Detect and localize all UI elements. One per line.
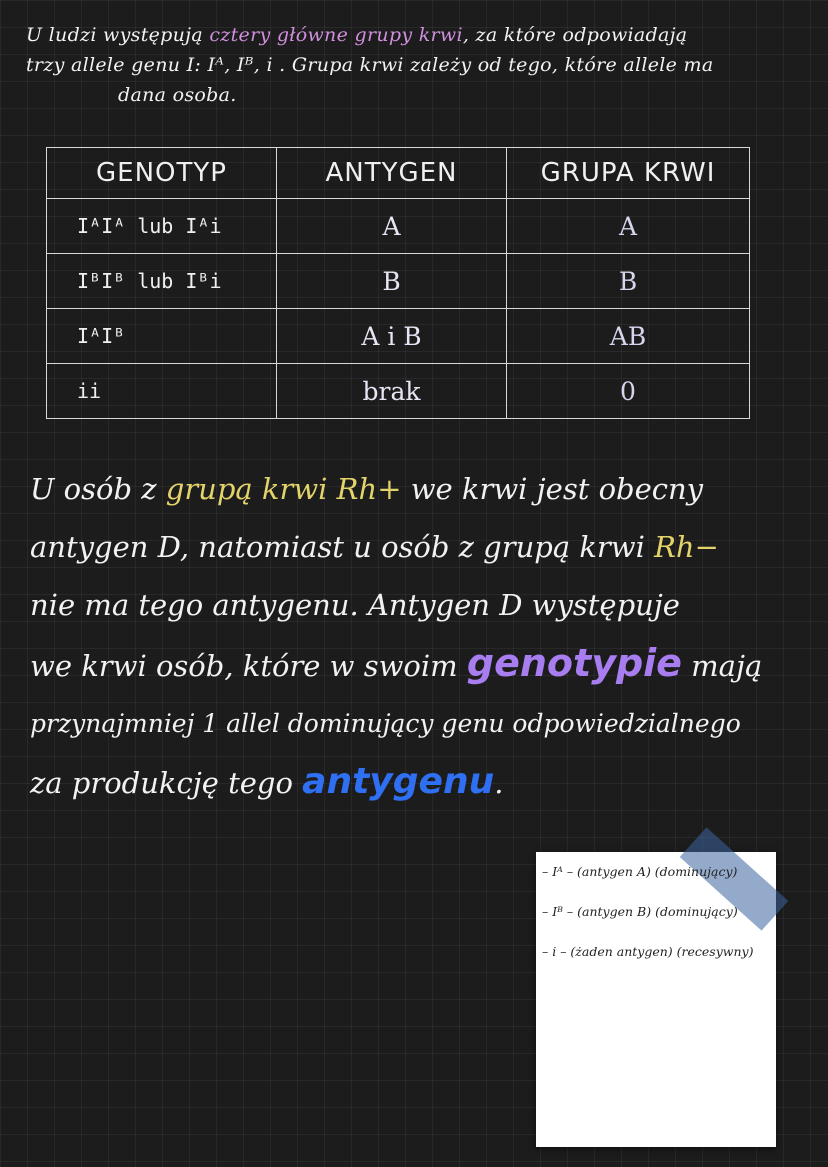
cell-antigen: B (277, 254, 507, 309)
para-line-1 (30, 460, 820, 518)
intro-line-2: trzy allele genu I: Iᴬ, Iᴮ, i . Grupa krwi zależy od tego, które allele ma (26, 54, 714, 76)
cell-genotype: IᴮIᴮ lub Iᴮi (47, 254, 277, 309)
para-l6c: . (494, 766, 504, 800)
para-line-4 (30, 634, 820, 695)
cell-antigen: A (277, 199, 507, 254)
rh-paragraph (30, 460, 820, 812)
cell-group: A (507, 199, 750, 254)
note-line-2: – Iᴮ – (antygen B) (dominujący) (542, 904, 738, 919)
note-line-3: – i – (żaden antygen) (recesywny) (542, 944, 754, 959)
header-antigen: ANTYGEN (277, 148, 507, 199)
genotype-highlight: genotypie (466, 641, 682, 685)
sticky-note (536, 852, 776, 1147)
note-line-1: – Iᴬ – (antygen A) (dominujący) (542, 864, 738, 879)
table-row (47, 254, 750, 309)
cell-genotype: ii (47, 364, 277, 419)
header-genotype: GENOTYP (47, 148, 277, 199)
intro-highlight: cztery główne grupy krwi (209, 24, 463, 46)
table-row (47, 309, 750, 364)
blood-group-table (46, 147, 750, 419)
cell-group: AB (507, 309, 750, 364)
para-l1a: U osób z (30, 472, 166, 506)
cell-genotype: IᴬIᴮ (47, 309, 277, 364)
cell-antigen: A i B (277, 309, 507, 364)
para-line-5: przynajmniej 1 allel dominujący genu odpowiedzialnego (30, 709, 741, 738)
para-l2a: antygen D, natomiast u osób z grupą krwi (30, 530, 655, 564)
para-l1c: we krwi jest obecny (401, 472, 704, 506)
cell-group: B (507, 254, 750, 309)
intro-l1a: U ludzi występują (26, 24, 210, 46)
para-l4a: we krwi osób, które w swoim (30, 649, 467, 683)
rh-minus-highlight: Rh− (654, 530, 719, 564)
intro-line-3: dana osoba. (118, 84, 237, 106)
cell-antigen: brak (277, 364, 507, 419)
header-blood-group: GRUPA KRWI (507, 148, 750, 199)
table-row (47, 364, 750, 419)
para-l4c: mają (681, 649, 763, 683)
cell-group: 0 (507, 364, 750, 419)
para-l6a: za produkcję tego (30, 766, 303, 800)
antigen-highlight: antygenu (302, 761, 495, 802)
table-row (47, 199, 750, 254)
intro-l1c: , za które odpowiadają (462, 24, 688, 46)
para-line-6 (30, 753, 820, 812)
rh-plus-highlight: grupą krwi Rh+ (165, 472, 402, 506)
cell-genotype: IᴬIᴬ lub Iᴬi (47, 199, 277, 254)
intro-line-1 (26, 20, 816, 50)
intro-text (26, 20, 816, 110)
para-line-2 (30, 518, 820, 576)
table-header-row (47, 148, 750, 199)
para-line-3: nie ma tego antygenu. Antygen D występuje (30, 588, 680, 622)
